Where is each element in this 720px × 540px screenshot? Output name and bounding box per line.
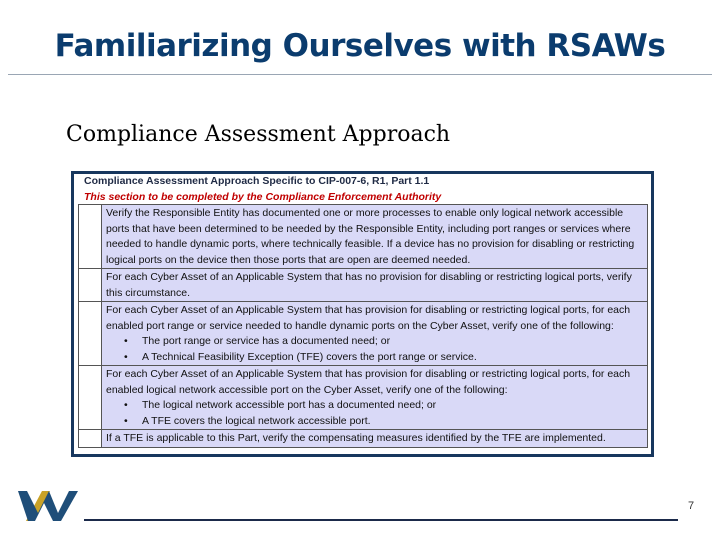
- table-row: [79, 205, 647, 269]
- row-text: If a TFE is applicable to this Part, verify the compensating measures identified by the TFE are implemented.: [106, 432, 606, 444]
- table-row: [79, 269, 647, 302]
- row-gutter: [79, 366, 102, 429]
- bullet-list: [106, 398, 643, 429]
- rsaw-section-header: Compliance Assessment Approach Specific to CIP-007-6, R1, Part 1.1: [84, 175, 430, 187]
- table-cell: [102, 430, 647, 447]
- slide-title: Familiarizing Ourselves with RSAWs: [54, 28, 666, 64]
- footer-divider: [84, 519, 678, 521]
- row-gutter: [79, 302, 102, 365]
- bullet-item: • A TFE covers the logical network accessible port.: [142, 414, 643, 430]
- wecc-logo-icon: [16, 485, 82, 523]
- row-text: Verify the Responsible Entity has documented one or more processes to enable only logical network accessible ports that have been determined to be needed by the Responsible Entity, including port ranges or services where needed to handle dynamic ports, where technically feasible. If a device has no provision for disabling or restricting logical ports on the device then those ports that are open are deemed needed.: [106, 207, 635, 266]
- title-divider: [8, 74, 712, 75]
- row-gutter: [79, 430, 102, 447]
- bullet-list: [106, 334, 643, 365]
- slide-subtitle: Compliance Assessment Approach: [66, 122, 451, 147]
- row-gutter: [79, 205, 102, 268]
- bullet-item: • The logical network accessible port has a documented need; or: [142, 398, 643, 414]
- row-text: For each Cyber Asset of an Applicable System that has provision for disabling or restricting logical ports, for each enabled port range or service needed to handle dynamic ports on the Cyber Asset, verify one of the following:: [106, 304, 631, 332]
- table-cell: [102, 302, 647, 365]
- rsaw-authority-note: This section to be completed by the Compliance Enforcement Authority: [84, 191, 442, 203]
- table-cell: [102, 366, 647, 429]
- assessment-approach-table: [78, 204, 648, 448]
- table-cell: [102, 269, 647, 301]
- table-row: [79, 430, 647, 447]
- logo-chevron-blue: [18, 491, 78, 521]
- row-text: For each Cyber Asset of an Applicable System that has no provision for disabling or restricting logical ports, verify this circumstance.: [106, 271, 632, 299]
- row-text: For each Cyber Asset of an Applicable System that has provision for disabling or restricting logical ports, for each enabled logical network accessible port on the Cyber Asset, verify one of the following:: [106, 368, 631, 396]
- table-cell: [102, 205, 647, 268]
- table-row: [79, 302, 647, 366]
- bullet-item: • The port range or service has a documented need; or: [142, 334, 643, 350]
- table-row: [79, 366, 647, 430]
- bullet-item: • A Technical Feasibility Exception (TFE) covers the port range or service.: [142, 350, 643, 366]
- page-number: 7: [688, 500, 695, 512]
- row-gutter: [79, 269, 102, 301]
